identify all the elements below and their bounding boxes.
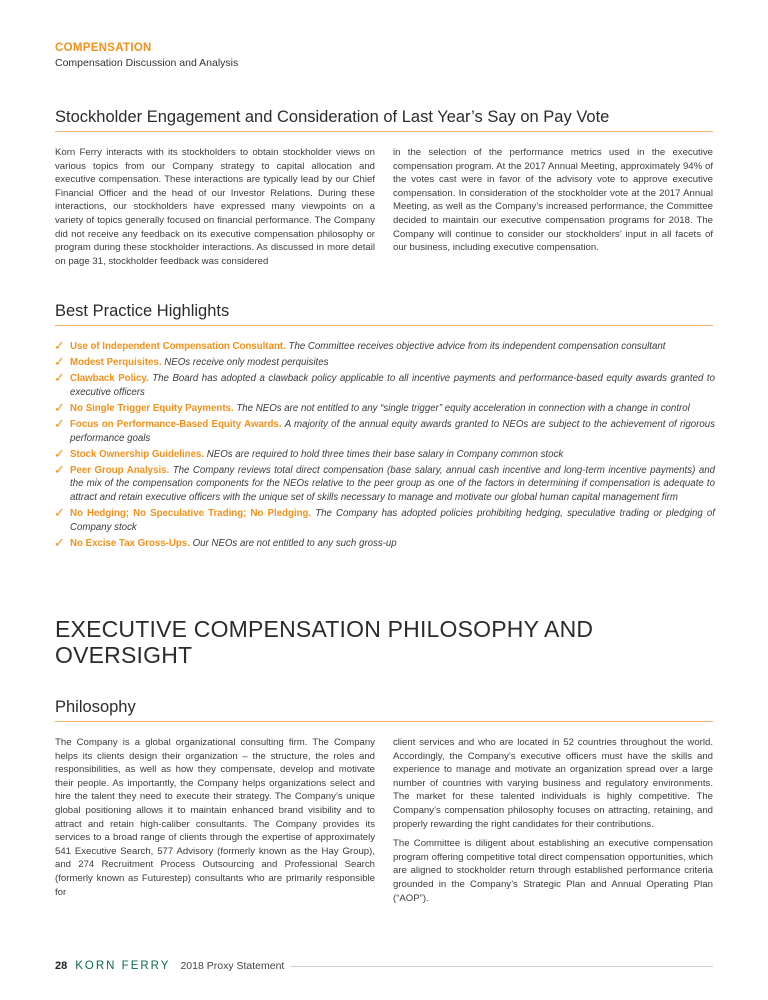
list-item xyxy=(55,372,715,399)
item-desc: The Committee receives objective advice from its independent compensation consultant xyxy=(288,341,666,352)
page-number: 28 xyxy=(55,960,68,972)
checkmark-icon: ✓ xyxy=(54,445,65,461)
brand-logo: KORN FERRY xyxy=(75,960,171,972)
list-item xyxy=(55,340,715,354)
item-desc: The NEOs are not entitled to any “single trigger” equity acceleration in connection with a change in control xyxy=(236,402,690,414)
page-footer xyxy=(55,960,713,972)
item-title: Peer Group Analysis. xyxy=(70,464,170,476)
philosophy-col2-para2: The Committee is diligent about establishing an executive compensation program offering competitive total direct compensation opportunities, which are aligned to stockholder return through established performance criteria grounded in the Company’s Strategic Plan and Annual Operating Plan (“AOP”). xyxy=(393,838,713,904)
list-item xyxy=(55,356,715,370)
checkmark-icon: ✓ xyxy=(54,399,65,415)
philosophy-col2 xyxy=(393,736,713,905)
item-title: Clawback Policy. xyxy=(70,373,149,385)
document-name: 2018 Proxy Statement xyxy=(180,960,285,972)
item-title: Focus on Performance-Based Equity Awards. xyxy=(70,418,282,430)
subsection-label: Compensation Discussion and Analysis xyxy=(55,57,239,69)
list-item xyxy=(54,415,715,445)
list-item xyxy=(54,534,715,551)
engagement-body xyxy=(55,146,713,268)
item-title: Use of Independent Compensation Consultant. xyxy=(70,341,286,352)
philosophy-col1: The Company is a global organizational consulting firm. The Company helps its clients design their organization – the structure, the roles and responsibilities, as well as how they compensate, develop and motivate their people. As importantly, the Company helps organizations select and hire the talent they need to execute their strategy. The Company’s unique global positioning allows it to maintain enhanced brand visibility and to attract and retain high-caliber consultants. The Company provides its services to a broad range of clients through the expertise of approximately 541 Executive Search, 577 Advisory (formerly known as the Hay Group), and 274 Recruitment Process Outsourcing and Professional Search (formerly known as Futurestep) consultants who are primarily responsible for xyxy=(55,737,375,898)
list-item xyxy=(55,507,715,534)
item-title: Modest Perquisites. xyxy=(70,357,162,369)
philosophy-heading: Philosophy xyxy=(55,698,713,722)
checkmark-icon: ✓ xyxy=(54,461,65,477)
list-item xyxy=(54,461,715,505)
philosophy-col2-para1: client services and who are located in 52 countries throughout the world. Accordingly, the Company’s executive officers must have the skills and experience to manage and motivate an organization spread over a large number of countries with varying business and regulatory environments. The market for these talented individuals is highly competitive. The Company’s compensation philosophy focuses on attracting, retaining, and properly rewarding the right candidates for their contributions. xyxy=(393,737,713,830)
engagement-col2: in the selection of the performance metrics used in the executive compensation program. At the 2017 Annual Meeting, approximately 94% of the votes cast were in favor of the advisory vote to approve executive compensation. In consideration of the stockholder vote at the 2017 Annual Meeting, as well as the Company’s increased performance, the Committee decided to maintain our executive compensation programs for 2018. The Company will continue to consider our stockholders’ input in all facets of our business, including executive compensation. xyxy=(393,147,713,254)
list-item xyxy=(54,399,715,416)
item-desc: The Company has adopted policies prohibiting hedging, speculative trading or pledging of Company stock xyxy=(70,508,715,533)
checkmark-icon: ✓ xyxy=(54,534,65,550)
item-desc: A majority of the annual equity awards granted to NEOs are subject to the achievement of rigorous performance goals xyxy=(70,418,715,444)
checkmark-icon: ✓ xyxy=(54,415,65,431)
list-item xyxy=(54,445,715,462)
exec-comp-title: EXECUTIVE COMPENSATION PHILOSOPHY AND OVERSIGHT xyxy=(55,616,594,668)
checkmark-icon: ✓ xyxy=(54,338,65,353)
item-desc: NEOs are required to hold three times their base salary in Company common stock xyxy=(206,448,564,460)
item-desc: NEOs receive only modest perquisites xyxy=(164,357,329,369)
engagement-col1: Korn Ferry interacts with its stockholders to obtain stockholder views on various topics from our Company strategy to capital allocation and executive compensation. These interactions are typically lead by our Chief Financial Officer and the head of our Investor Relations. During these interactions, our stockholders have expressed many viewpoints on a variety of topics generally focused on financial performance. The Company did not receive any feedback on its executive compensation philosophy or program during these stockholder interactions. As discussed in more detail on page 31, stockholder feedback was considered xyxy=(55,147,375,267)
item-desc: Our NEOs are not entitled to any such gross-up xyxy=(192,537,397,549)
item-desc: The Board has adopted a clawback policy applicable to all incentive payments and performance-based equity awards granted to executive officers xyxy=(70,373,715,398)
best-practice-heading: Best Practice Highlights xyxy=(55,302,713,326)
item-desc: The Company reviews total direct compensation (base salary, annual cash incentive and long-term incentive payments) and the mix of the compensation components for the NEOs relative to the peer group as one of the factors in determining if compensation is adequate to attract and retain executive officers with the unique set of skills necessary to manage and motivate our global human capital management firm xyxy=(70,464,715,503)
checkmark-icon: ✓ xyxy=(54,370,65,386)
checkmark-icon: ✓ xyxy=(54,505,65,521)
item-title: No Hedging; No Speculative Trading; No Pledging. xyxy=(70,508,312,520)
best-practice-list xyxy=(55,340,715,553)
engagement-heading: Stockholder Engagement and Consideration of Last Year’s Say on Pay Vote xyxy=(55,108,713,132)
section-label: COMPENSATION xyxy=(55,42,152,54)
checkmark-icon: ✓ xyxy=(54,354,65,370)
item-title: No Excise Tax Gross-Ups. xyxy=(70,537,190,549)
item-title: Stock Ownership Guidelines. xyxy=(70,448,205,460)
philosophy-body xyxy=(55,736,713,905)
footer-rule xyxy=(290,966,713,967)
item-title: No Single Trigger Equity Payments. xyxy=(70,402,234,414)
